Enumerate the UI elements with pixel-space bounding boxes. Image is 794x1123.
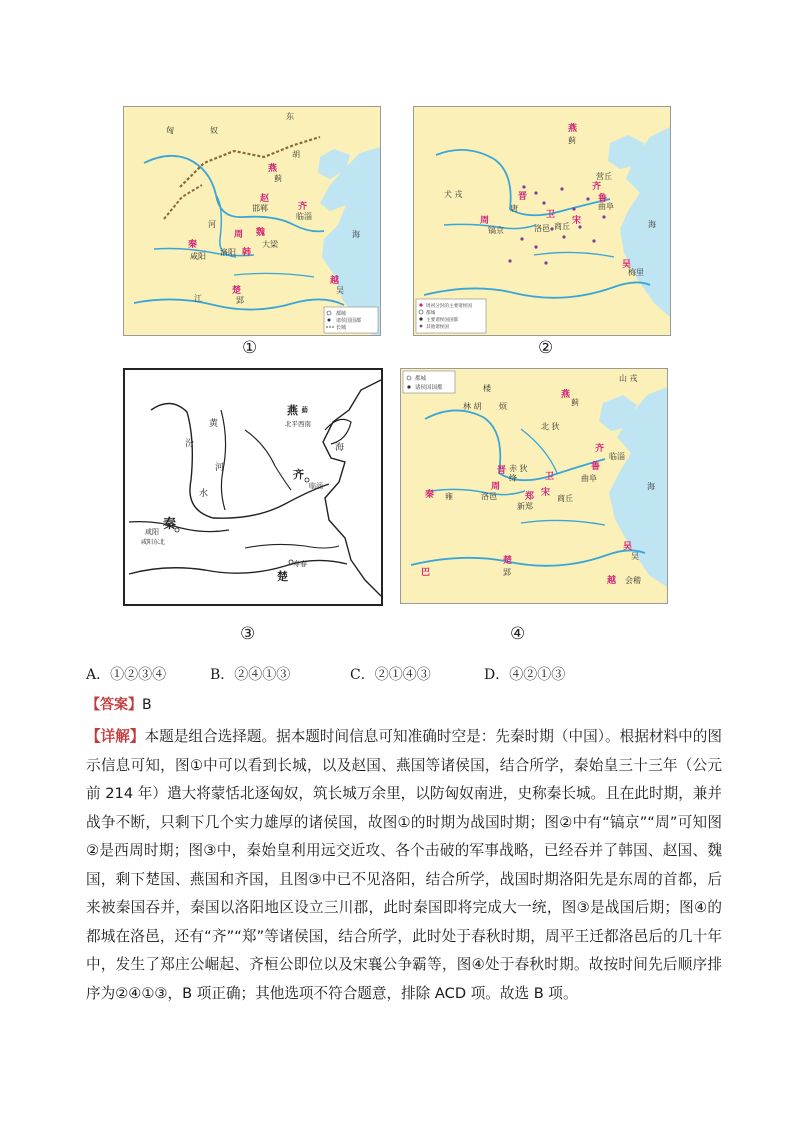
label-lu: 鲁	[598, 194, 608, 204]
label-xianyang: 咸阳	[145, 528, 159, 536]
label-yong: 雍	[445, 492, 453, 501]
label-ji: 蓟	[568, 136, 576, 145]
label-zheng: 郑	[525, 492, 535, 502]
label-sea: 海	[648, 220, 656, 229]
label-ji: 蓟	[274, 174, 282, 183]
detail-text: 本题是组合选择题。据本题时间信息可知准确时空是：先秦时期（中国）。根据材料中的图示信息可知，图①中可以看到长城，以及赵国、燕国等诸侯国，结合所学，秦始皇三十三年（公元前 214 年）遣大将蒙恬北逐匈奴，筑长城万余里，以防匈奴南进，史称秦长城。且在此时期，兼并战争不断，只剩下几个实力雄厚的诸侯国，故图①的时期为战国时期；图②中有“镐京”“周”可知图②是西周时期；图③中，秦始皇利用远交近攻、各个击破的军事战略，已经吞并了韩国、赵国、魏国，剩下楚国、燕国和齐国，且图③中已不见洛阳，结合所学，战国时期洛阳先是东周的首都，后来被秦国吞并，秦国以洛阳地区设立三川郡，此时秦国即将完成大一统，图③是战国后期；图④的都城在洛邑，还有“齐”“郑”等诸侯国，结合所学，此时处于春秋时期，周平王迁都洛邑后的几十年中，发生了郑庄公崛起、齐桓公即位以及宋襄公争霸等，图④处于春秋时期。故按时间先后顺序排序为②④①③，B 项正确；其他选项不符合题意，排除 ACD 项。故选 B 项。	[86, 728, 722, 1002]
label-linzi: 临淄	[609, 452, 625, 461]
legend-state-capital: 主要诸侯国国都	[426, 318, 459, 323]
label-shangqiu: 商丘	[554, 222, 570, 231]
map-4-svg	[401, 369, 667, 603]
label-qin: 秦	[425, 490, 435, 500]
label-lu: 鲁	[591, 462, 601, 472]
legend-state-capital: 诸侯国国都	[415, 385, 443, 391]
label-zhou: 周	[234, 230, 244, 240]
map-4-legend	[403, 371, 455, 393]
label-wu: 吴	[622, 260, 632, 270]
label-ying: 郢	[236, 296, 244, 305]
label-wei: 卫	[545, 472, 555, 482]
label-yue: 越	[330, 276, 340, 286]
label-zhou: 周	[480, 216, 490, 226]
map-3-svg	[125, 370, 381, 604]
label-xiongnu-2: 奴	[210, 126, 218, 135]
label-haojing: 镐京	[488, 226, 504, 235]
label-qin: 秦	[188, 240, 198, 250]
label-luoyi: 洛邑	[534, 224, 550, 233]
map-1-caption: ①	[242, 338, 258, 358]
label-song: 宋	[541, 488, 551, 498]
label-shangqiu: 商丘	[557, 494, 573, 503]
label-zhou: 周	[491, 482, 501, 492]
label-beiping: 北平西南	[285, 420, 311, 428]
label-luoyang: 洛阳	[220, 248, 236, 257]
label-luoyi: 洛邑	[481, 492, 497, 501]
answer-line	[86, 694, 152, 714]
label-ji: 蓟	[301, 406, 308, 414]
label-wu: 吴	[631, 552, 639, 561]
map-4-spring-autumn	[400, 368, 668, 604]
label-linhu: 林 胡	[463, 402, 482, 411]
map-1-svg	[124, 107, 380, 335]
label-xinzheng: 新郑	[517, 502, 533, 511]
label-yue: 越	[607, 576, 617, 586]
legend-capital: 都城	[426, 311, 436, 316]
label-jin: 晋	[518, 192, 528, 202]
label-qufu: 曲阜	[598, 202, 614, 211]
label-qi: 齐	[595, 444, 605, 454]
map-3-late-warring-states	[123, 368, 383, 606]
label-donghu-1: 东	[286, 112, 294, 121]
label-di: 赤 狄	[509, 464, 528, 473]
label-river-3: 汾	[185, 439, 195, 449]
map-4-caption: ④	[510, 624, 526, 644]
label-jiang: 绛	[509, 474, 517, 483]
label-xiongnu-1: 匈	[166, 126, 174, 135]
label-river-4: 水	[199, 489, 209, 499]
label-linzi: 临淄	[309, 482, 323, 490]
label-yingqiu: 营丘	[596, 172, 612, 181]
legend-state-capital: 诸侯国国都	[336, 318, 362, 324]
label-qufu: 曲阜	[581, 474, 597, 483]
legend-great-wall: 长城	[336, 325, 347, 331]
label-yan: 燕	[268, 164, 278, 174]
label-ji: 蓟	[571, 398, 579, 407]
label-river-2: 河	[215, 463, 225, 473]
label-sea: 海	[352, 230, 360, 239]
detail-tag: 【详解】	[86, 728, 145, 745]
label-chu: 楚	[277, 570, 288, 583]
label-qi: 齐	[293, 468, 304, 481]
label-shouchun: 寿春	[293, 560, 307, 568]
label-meili: 梅里	[628, 268, 644, 277]
label-yan: 燕	[287, 404, 298, 417]
label-donghu-2: 胡	[292, 150, 300, 159]
label-xianyang-note: 咸阳东北	[141, 539, 166, 546]
label-xianyang: 咸阳	[190, 252, 206, 261]
label-shanrong: 山 戎	[619, 374, 638, 383]
label-sea: 海	[647, 482, 655, 491]
label-daliang: 大梁	[262, 240, 278, 249]
map-3-caption: ③	[240, 624, 256, 644]
map-1-legend	[324, 307, 378, 333]
label-river-1: 黄	[209, 419, 219, 429]
explanation	[86, 723, 722, 1008]
label-handan: 邯郸	[252, 204, 268, 213]
map-2-caption: ②	[538, 338, 554, 358]
option-a[interactable]: A．①②③④	[86, 667, 167, 683]
label-yan: 燕	[561, 390, 571, 400]
legend-capital: 都城	[336, 311, 347, 317]
label-qi: 齐	[298, 202, 308, 212]
label-ba: 巴	[421, 568, 431, 578]
legend-fengguo: 周初分封的主要诸侯国	[426, 304, 472, 309]
label-chu: 楚	[232, 286, 242, 296]
label-wei: 魏	[256, 228, 266, 238]
label-han: 韩	[242, 248, 252, 258]
label-linzi: 临淄	[296, 212, 312, 221]
legend-capital: 都城	[415, 376, 427, 382]
label-quanrong: 犬 戎	[444, 190, 463, 199]
label-ying: 郢	[503, 568, 511, 577]
label-jin: 晋	[497, 466, 507, 476]
label-wei: 卫	[546, 210, 556, 220]
label-yan: 燕	[568, 124, 578, 134]
label-qin: 秦	[163, 517, 177, 532]
label-kuaiji: 会稽	[625, 576, 641, 585]
label-river-he: 河	[208, 220, 216, 229]
label-qi: 齐	[592, 182, 602, 192]
label-chu: 楚	[503, 556, 513, 566]
map-2-western-zhou	[413, 106, 671, 336]
label-song: 宋	[572, 216, 582, 226]
map-1-warring-states	[123, 106, 381, 336]
map-2-legend	[416, 299, 486, 333]
option-b[interactable]: B．②④①③	[210, 667, 291, 683]
option-c[interactable]: C．②①④③	[350, 667, 431, 683]
map-2-svg	[414, 107, 670, 335]
label-tang: 唐	[510, 204, 518, 213]
label-wu: 吴	[336, 286, 344, 295]
label-fan: 烦	[499, 402, 507, 411]
answer-tag: 【答案】	[86, 697, 142, 713]
label-sea: 海	[335, 443, 345, 453]
legend-other-states: 其他诸侯国	[426, 325, 449, 330]
label-lou: 楼	[483, 384, 491, 393]
option-d[interactable]: D．④②①③	[484, 667, 566, 683]
label-beidi: 北 狄	[541, 422, 560, 431]
label-river-jiang: 江	[194, 294, 202, 303]
answer-value: B	[142, 697, 152, 713]
label-wu-state: 吴	[623, 542, 633, 552]
label-zhao: 赵	[260, 194, 270, 204]
